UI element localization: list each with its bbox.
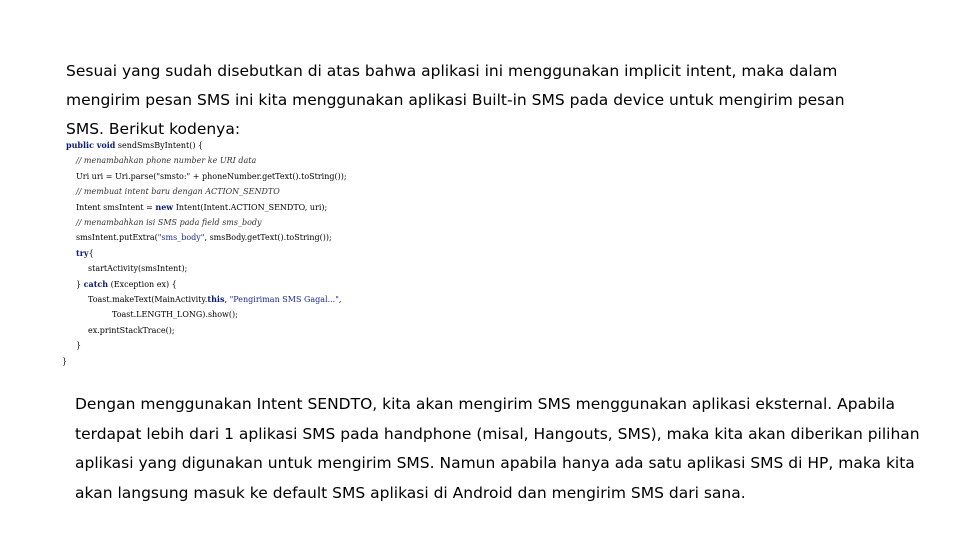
code-comment: // membuat intent baru dengan ACTION_SENDTO xyxy=(76,187,280,197)
code-line xyxy=(66,292,466,307)
code-comment: // menambahkan isi SMS pada field sms_body xyxy=(76,218,262,228)
code-line: Uri uri = Uri.parse("smsto:" + phoneNumber.getText().toString()); xyxy=(76,171,347,181)
code-text: { xyxy=(88,248,94,258)
code-text: sendSmsByIntent() { xyxy=(115,141,204,150)
code-keyword: public void xyxy=(66,140,116,150)
code-text: smsIntent.putExtra( xyxy=(76,233,158,243)
outro-line: Dengan menggunakan Intent SENDTO, kita akan mengirim SMS menggunakan aplikasi eksternal. Apabila xyxy=(75,395,896,413)
code-line: Toast.LENGTH_LONG).show(); xyxy=(112,310,238,320)
code-keyword: catch xyxy=(83,278,109,289)
code-line xyxy=(66,230,466,245)
outro-line: aplikasi yang digunakan untuk mengirim SMS. Namun apabila hanya ada satu aplikasi SMS di HP, maka kita xyxy=(75,454,915,472)
code-text: , xyxy=(224,295,230,305)
code-text: Toast.makeText(MainActivity. xyxy=(88,295,208,305)
outro-paragraph xyxy=(75,390,935,508)
code-string: "Pengiriman SMS Gagal..." xyxy=(229,295,339,305)
outro-line: terdapat lebih dari 1 aplikasi SMS pada handphone (misal, Hangouts, SMS), maka kita akan diberikan pilihan xyxy=(75,424,920,443)
intro-line: mengirim pesan SMS ini kita menggunakan aplikasi Built-in SMS pada device untuk mengirim pesan xyxy=(66,91,845,109)
code-keyword: new xyxy=(155,201,174,212)
outro-line: akan langsung masuk ke default SMS aplikasi di Android dan mengirim SMS dari sana. xyxy=(75,483,746,502)
code-line xyxy=(66,246,466,261)
intro-line: SMS. Berikut kodenya: xyxy=(66,120,241,138)
code-block xyxy=(62,138,466,369)
code-keyword: this xyxy=(207,294,225,305)
intro-paragraph xyxy=(66,57,886,144)
code-text: } xyxy=(76,279,84,289)
code-closing-brace: } xyxy=(76,341,82,351)
code-line: ex.printStackTrace(); xyxy=(88,325,175,335)
code-line xyxy=(66,277,466,292)
code-keyword: try xyxy=(76,247,89,258)
code-text: Intent(Intent.ACTION_SENDTO, uri); xyxy=(173,202,328,212)
code-line-method-signature xyxy=(66,138,466,153)
code-line: startActivity(smsIntent); xyxy=(88,264,188,274)
code-text: , xyxy=(338,295,342,305)
code-text: Intent smsIntent = xyxy=(76,202,156,212)
code-text: , smsBody.getText().toString()); xyxy=(204,233,332,243)
intro-line: Sesuai yang sudah disebutkan di atas bahwa aplikasi ini menggunakan implicit intent, maka dalam xyxy=(66,62,838,80)
code-line xyxy=(66,200,466,215)
code-text: (Exception ex) { xyxy=(108,279,177,289)
code-closing-brace: } xyxy=(62,356,68,366)
code-comment: // menambahkan phone number ke URI data xyxy=(76,156,257,166)
code-string: "sms_body" xyxy=(157,233,205,243)
